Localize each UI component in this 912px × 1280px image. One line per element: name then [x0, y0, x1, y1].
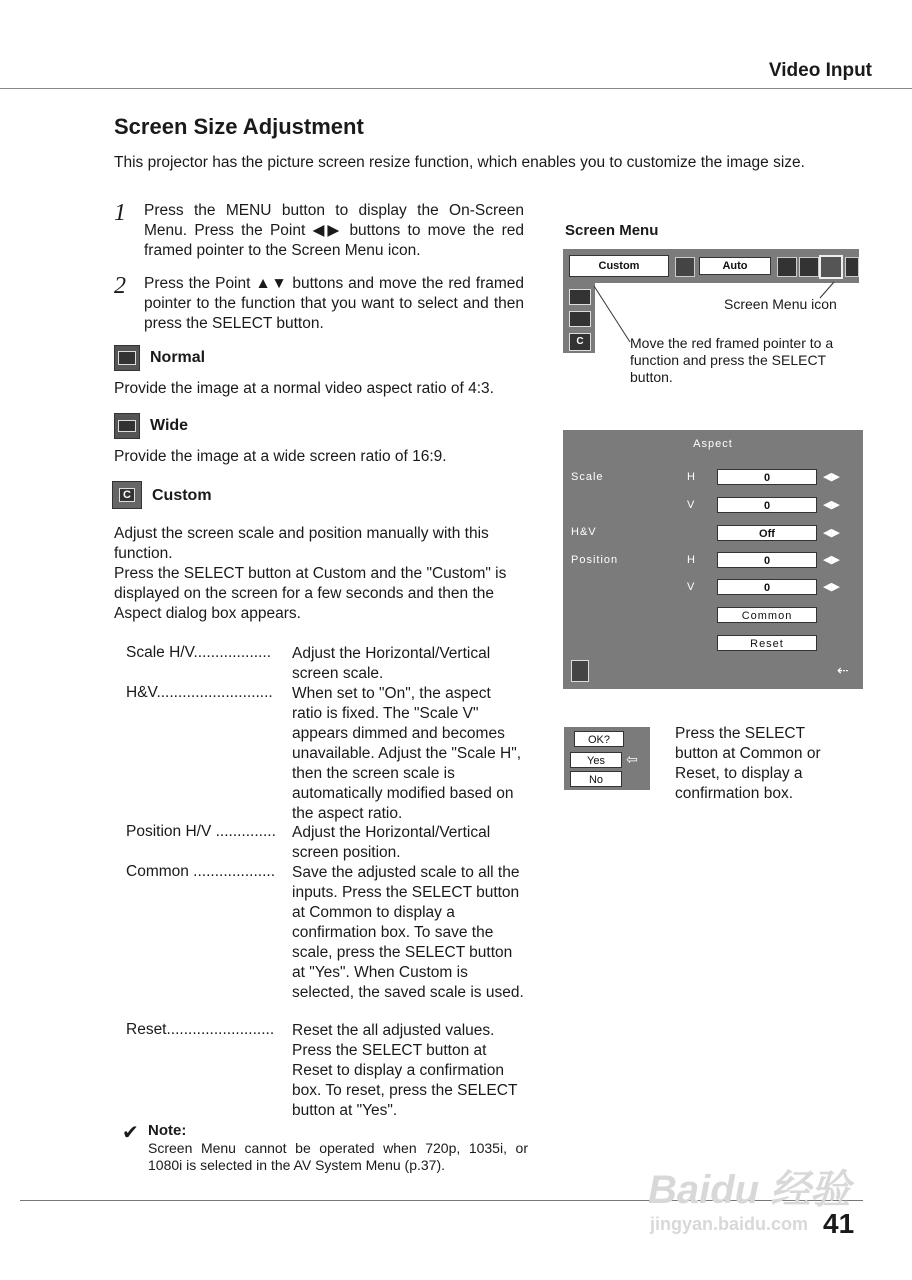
hv-field[interactable]: Off — [717, 525, 817, 541]
note-label: Note: — [148, 1122, 187, 1139]
confirm-caption: Press the SELECT button at Common or Reset, to display a confirmation box. — [675, 725, 821, 802]
menu-icon-5 — [845, 257, 859, 277]
menu-icon-3 — [799, 257, 819, 277]
scale-h-arrows-icon[interactable]: ◀▶ — [823, 471, 840, 483]
aspect-dialog — [563, 430, 863, 689]
side-wide-icon — [569, 311, 591, 327]
scale-h-label: H — [687, 471, 696, 483]
def-term-position: Position H/V .............. — [126, 823, 276, 840]
position-h-arrows-icon[interactable]: ◀▶ — [823, 554, 840, 566]
menu-icon-1 — [675, 257, 695, 277]
custom-mode-desc: Adjust the screen scale and position manually with this function. Press the SELECT button at Custom and the "Custom" is displayed on the screen for a few seconds and then the Aspect dialog box appears. — [114, 525, 507, 622]
def-desc-scale: Adjust the Horizontal/Vertical screen scale. — [292, 645, 491, 682]
screen-menu-field-custom: Custom — [569, 255, 669, 277]
position-v-arrows-icon[interactable]: ◀▶ — [823, 581, 840, 593]
custom-mode-title: Custom — [152, 487, 212, 504]
def-term-reset: Reset......................... — [126, 1021, 275, 1038]
step-1-number: 1 — [114, 200, 126, 226]
step-2-text: Press the Point ▲▼ buttons and move the red framed pointer to the function that you want to select and then press the SELECT button. — [144, 275, 524, 332]
screen-menu-heading: Screen Menu — [565, 222, 659, 239]
scale-v-field[interactable]: 0 — [717, 497, 817, 513]
header-rule — [0, 88, 912, 89]
def-desc-reset: Reset the all adjusted values. Press the SELECT button at Reset to display a confirmation box. To reset, press the SELECT button at "Yes". — [292, 1022, 518, 1119]
back-arrow-icon[interactable]: ⇠ — [837, 662, 849, 678]
hv-label: H&V — [571, 526, 597, 538]
confirm-title: OK? — [574, 731, 624, 747]
reset-button[interactable]: Reset — [717, 635, 817, 651]
wide-mode-title: Wide — [150, 417, 189, 434]
custom-mode-icon: C — [112, 481, 142, 509]
note-text: Screen Menu cannot be operated when 720p, 1035i, or 1080i is selected in the AV System Menu (p.37). — [148, 1140, 528, 1173]
screen-menu-icon-caption: Screen Menu icon — [724, 296, 837, 312]
page-title: Screen Size Adjustment — [114, 114, 364, 139]
header-section-title: Video Input — [768, 60, 872, 81]
side-custom-icon: C — [569, 333, 591, 351]
checkmark-icon: ✔ — [122, 1122, 139, 1144]
scale-v-label: V — [687, 499, 696, 511]
side-normal-icon — [569, 289, 591, 305]
watermark-brand: Baidu 经验 — [648, 1168, 851, 1212]
position-h-label: H — [687, 554, 696, 566]
def-desc-hv: When set to "On", the aspect ratio is fixed. The "Scale V" appears dimmed and becomes unavailable. Adjust the "Scale H", then the screen scale is automatically modified based on the aspect ratio. — [292, 685, 522, 822]
aspect-title: Aspect — [693, 438, 733, 450]
confirm-pointer-icon: ⇦ — [626, 751, 638, 767]
position-v-field[interactable]: 0 — [717, 579, 817, 595]
confirm-box — [564, 727, 650, 790]
wide-mode-desc: Provide the image at a wide screen ratio of 16:9. — [114, 448, 447, 465]
intro-paragraph: This projector has the picture screen resize function, which enables you to customize the image size. — [114, 154, 805, 171]
step-1-text: Press the MENU button to display the On-Screen Menu. Press the Point ◀▶ buttons to move the red framed pointer to the Screen Menu icon. — [144, 202, 524, 259]
screen-menu-field-auto: Auto — [699, 257, 771, 275]
common-button[interactable]: Common — [717, 607, 817, 623]
pointer-caption: Move the red framed pointer to a function and press the SELECT button. — [630, 335, 834, 385]
scale-label: Scale — [571, 471, 604, 483]
def-term-scale: Scale H/V.................. — [126, 644, 272, 661]
screen-menu-bar — [563, 249, 859, 283]
wide-mode-icon — [114, 413, 140, 439]
scale-h-field[interactable]: 0 — [717, 469, 817, 485]
scale-v-arrows-icon[interactable]: ◀▶ — [823, 499, 840, 511]
step-2-number: 2 — [114, 273, 126, 299]
confirm-no-button[interactable]: No — [570, 771, 622, 787]
def-desc-position: Adjust the Horizontal/Vertical screen position. — [292, 824, 491, 861]
position-label: Position — [571, 554, 619, 566]
exit-icon[interactable] — [571, 660, 589, 682]
screen-menu-icon — [819, 255, 843, 279]
menu-icon-2 — [777, 257, 797, 277]
position-h-field[interactable]: 0 — [717, 552, 817, 568]
watermark-url: jingyan.baidu.com — [650, 1214, 809, 1234]
normal-mode-title: Normal — [150, 349, 206, 366]
normal-mode-icon — [114, 345, 140, 371]
position-v-label: V — [687, 581, 696, 593]
confirm-yes-button[interactable]: Yes — [570, 752, 622, 768]
def-term-hv: H&V........................... — [126, 684, 273, 701]
def-desc-common: Save the adjusted scale to all the inputs. Press the SELECT button at Common to display a confirmation box. To save the scale, press the SELECT button at "Yes". When Custom is selected, the saved scale is used. — [292, 864, 524, 1001]
normal-mode-desc: Provide the image at a normal video aspect ratio of 4:3. — [114, 380, 494, 397]
hv-arrows-icon[interactable]: ◀▶ — [823, 527, 840, 539]
def-term-common: Common ................... — [126, 863, 276, 880]
page-number: 41 — [823, 1208, 855, 1239]
